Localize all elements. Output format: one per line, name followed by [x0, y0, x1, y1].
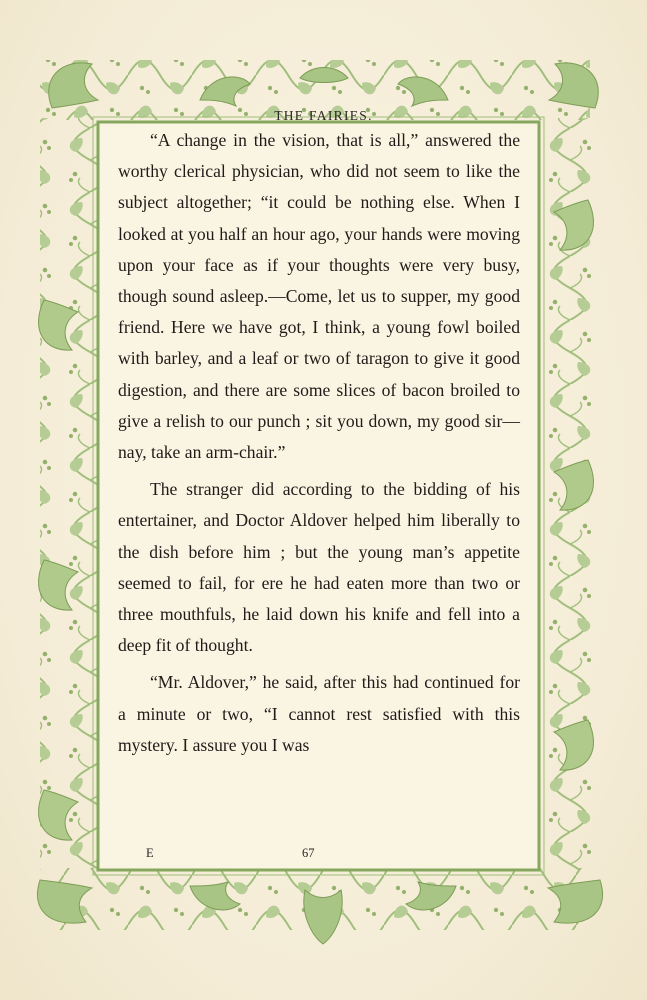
paragraph: “Mr. Aldover,” he said, after this had continued for a minute or two, “I cannot rest satisfied with this mystery. I assure you I was [118, 672, 520, 755]
page-number: 67 [302, 846, 315, 860]
body-text [118, 125, 520, 761]
paragraph: “A change in the vision, that is all,” answered the worthy clerical physician, who did not seem to like the subject altogether; “it could be nothing else. When I looked at you half an hour ago, your hands were moving upon your face as if your thoughts were very busy, though sound asleep.—Come, let us to supper, my good friend. Here we have got, I think, a young fowl boiled with barley, and a leaf or two of taragon to give it good digestion, and there are some slices of bacon broiled to give a relish to our punch ; sit you down, my good sir—nay, take an arm-chair.” [118, 130, 520, 463]
signature-mark: E [146, 846, 154, 860]
running-head: THE FAIRIES. [274, 108, 373, 123]
paragraph: The stranger did according to the bidding of his entertainer, and Doctor Aldover helped him liberally to the dish before him ; but the young man’s appetite seemed to fail, for ere he had eaten more than two or three mouthfuls, he laid down his knife and fell into a deep fit of thought. [118, 479, 520, 656]
